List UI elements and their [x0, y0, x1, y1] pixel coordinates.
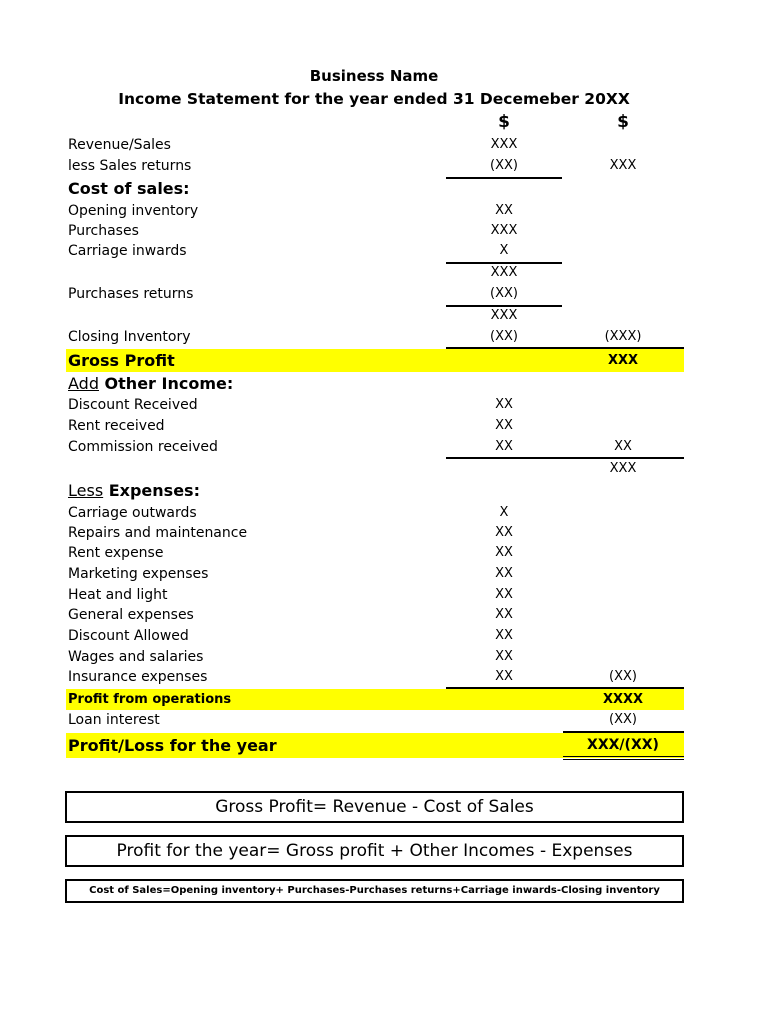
value-col1: (XX): [490, 286, 518, 301]
value-col1: (XX): [490, 158, 518, 173]
value-col1: XX: [495, 607, 513, 622]
value-col1: XXX: [490, 137, 518, 152]
double-underline-top: [563, 756, 684, 757]
row-gross-profit: [66, 349, 684, 372]
row-marketing: [66, 564, 684, 584]
label: Profit/Loss for the year: [68, 736, 277, 755]
row-opening-inventory: [66, 201, 684, 221]
value-col1: X: [499, 243, 509, 258]
row-subtotal-3: [66, 459, 684, 479]
row-revenue: [66, 135, 684, 155]
currency-header-row: [66, 112, 684, 132]
label: Insurance expenses: [68, 669, 208, 685]
row-discount-allowed: [66, 626, 684, 646]
value-col1: XXX: [490, 265, 518, 280]
row-purchases: [66, 221, 684, 241]
value-col1: (XX): [490, 329, 518, 344]
label: Opening inventory: [68, 203, 199, 219]
row-carriage-inwards: [66, 241, 684, 261]
formula-gross-profit: Gross Profit= Revenue - Cost of Sales: [65, 791, 684, 823]
row-general: [66, 605, 684, 625]
value-col1: X: [499, 505, 509, 520]
formula-cost-of-sales: Cost of Sales=Opening inventory+ Purchases-Purchases returns+Carriage inwards-Closing inventory: [65, 879, 684, 903]
row-sales-returns: [66, 156, 684, 176]
heading-suffix: Other Income:: [98, 374, 234, 393]
value-col2: XXX/(XX): [587, 737, 659, 753]
value-col2: XXX: [609, 158, 637, 173]
label: Carriage outwards: [68, 505, 197, 521]
row-profit-loss: [66, 733, 684, 758]
col1-currency: $: [498, 112, 510, 132]
value-col1: XX: [495, 203, 513, 218]
value-col1: XX: [495, 566, 513, 581]
label: Purchases returns: [68, 286, 194, 302]
value-col1: XX: [495, 439, 513, 454]
row-rent-expense: [66, 543, 684, 563]
label: General expenses: [68, 607, 194, 623]
less-prefix: Less: [68, 481, 104, 500]
value-col1: XX: [495, 669, 513, 684]
expenses-heading: [66, 481, 684, 501]
row-commission-received: [66, 437, 684, 457]
label: Discount Received: [68, 397, 198, 413]
row-closing-inventory: [66, 327, 684, 347]
label: Wages and salaries: [68, 649, 204, 665]
row-discount-received: [66, 395, 684, 415]
label: Marketing expenses: [68, 566, 209, 582]
label: Rent expense: [68, 545, 164, 561]
label: Repairs and maintenance: [68, 525, 248, 541]
row-repairs: [66, 523, 684, 543]
value-col1: XX: [495, 649, 513, 664]
label: Rent received: [68, 418, 165, 434]
double-underline-bottom: [563, 759, 684, 760]
value-col1: XX: [495, 397, 513, 412]
value-col1: XX: [495, 418, 513, 433]
value-col1: XX: [495, 525, 513, 540]
value-col2: XXX: [609, 461, 637, 476]
heading-text: Cost of sales:: [68, 179, 190, 198]
value-col2: (XX): [609, 712, 637, 727]
value-col2: (XXX): [604, 329, 642, 344]
label: Revenue/Sales: [68, 137, 171, 153]
heading-text: [68, 374, 233, 394]
row-subtotal-2: [66, 306, 684, 326]
add-prefix: Add: [68, 374, 99, 393]
label: Purchases: [68, 223, 139, 239]
value-col1: XXX: [490, 308, 518, 323]
label: Carriage inwards: [68, 243, 187, 259]
row-loan-interest: [66, 710, 684, 730]
row-heat-light: [66, 585, 684, 605]
row-purchases-returns: [66, 284, 684, 304]
label: Profit from operations: [68, 692, 232, 707]
label: Closing Inventory: [68, 329, 191, 345]
value-col1: XX: [495, 545, 513, 560]
business-name: Business Name: [309, 67, 439, 85]
row-rent-received: [66, 416, 684, 436]
other-income-heading: [66, 374, 684, 394]
value-col2: XXXX: [602, 692, 644, 707]
row-insurance: [66, 667, 684, 687]
value-col2: XX: [614, 439, 632, 454]
heading-suffix: Expenses:: [103, 481, 200, 500]
label: less Sales returns: [68, 158, 192, 174]
row-profit-operations: [66, 689, 684, 710]
label: Gross Profit: [68, 351, 175, 370]
row-wages: [66, 647, 684, 667]
value-col1: XX: [495, 628, 513, 643]
label: Commission received: [68, 439, 218, 455]
value-col2: (XX): [609, 669, 637, 684]
formula-profit-for-year: Profit for the year= Gross profit + Other Incomes - Expenses: [65, 835, 684, 867]
value-col2: XXX: [607, 353, 639, 368]
label: Loan interest: [68, 712, 160, 728]
cost-of-sales-heading: [66, 179, 684, 199]
value-col1: XX: [495, 587, 513, 602]
row-subtotal-1: [66, 263, 684, 283]
col2-currency: $: [617, 112, 629, 132]
value-col1: XXX: [490, 223, 518, 238]
heading-text: [68, 481, 200, 501]
label: Discount Allowed: [68, 628, 189, 644]
label: Heat and light: [68, 587, 168, 603]
statement-title: Income Statement for the year ended 31 Decemeber 20XX: [118, 90, 630, 108]
row-carriage-outwards: [66, 503, 684, 523]
